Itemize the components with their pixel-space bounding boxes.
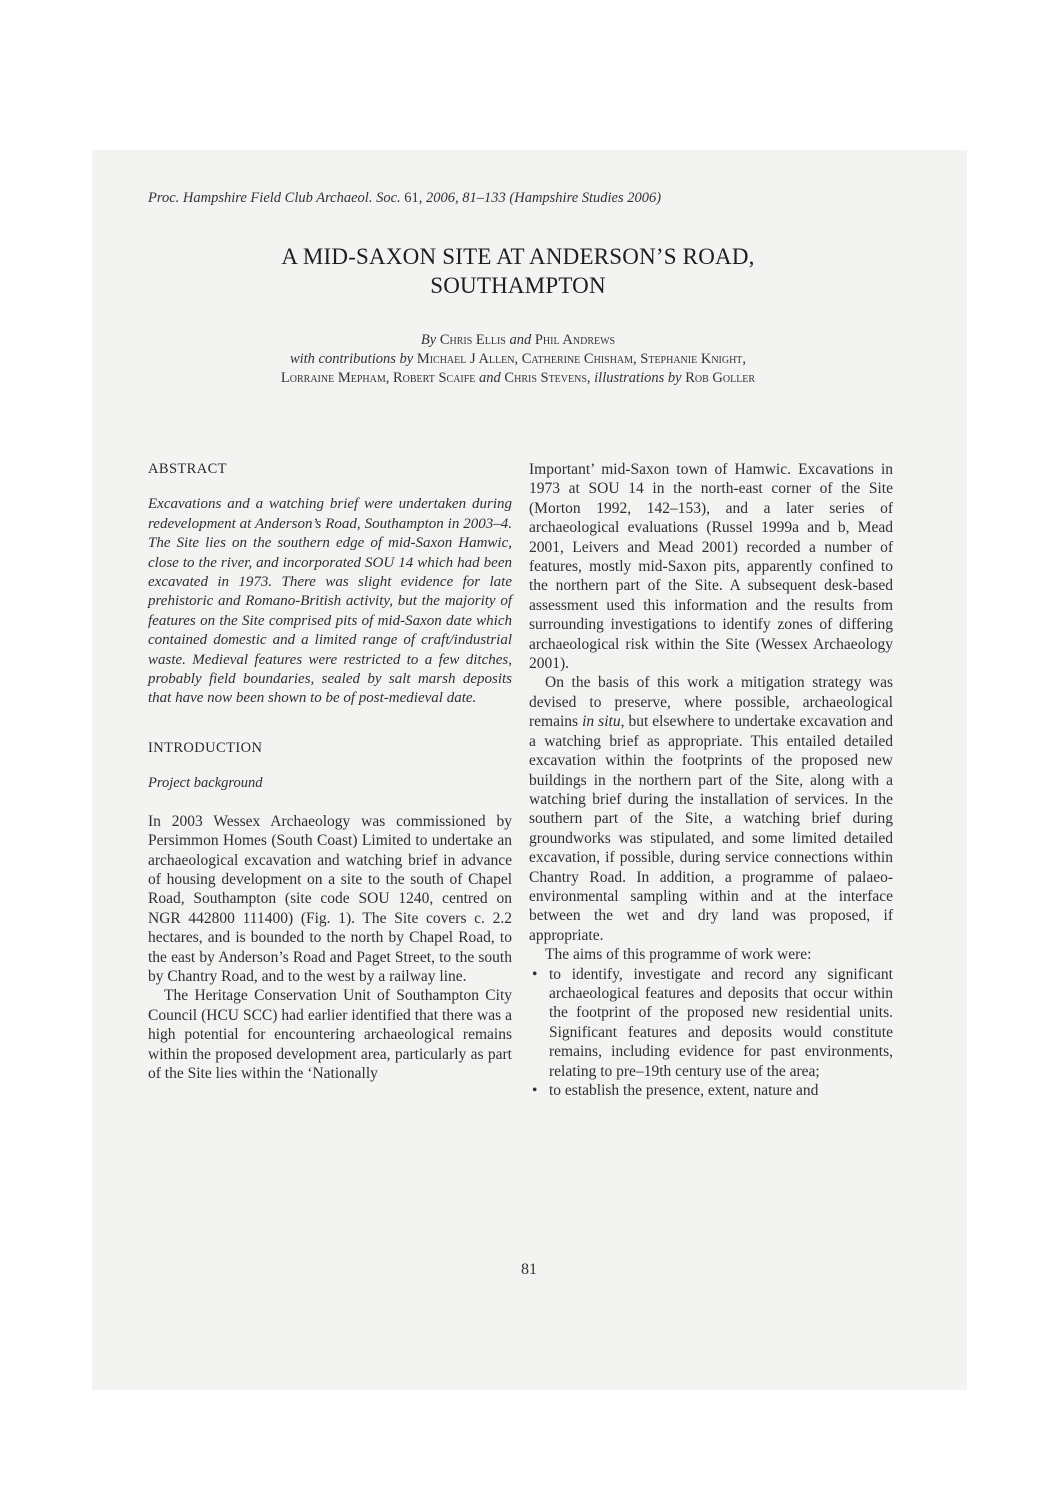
contributors-line-2 (148, 369, 888, 388)
list-item-text: to identify, investigate and record any significant archaeological features and deposits that occur within the footprint of the proposed new residential units. Significant features and deposits would constitute remains, including evidence for past environments, relating to pre–19th century use of the area; (549, 965, 893, 1080)
and-word-2: and (479, 370, 501, 386)
bullet-icon: • (532, 965, 538, 983)
abstract-text: Excavations and a watching brief were undertaken during redevelopment at Anderson’s Road, Southampton in 2003–4. The Site lies on the southern edge of mid-Saxon Hamwic, close to the river, and incorporated SOU 14 which had been excavated in 1973. There was slight evidence for late prehistoric and Romano-British activity, but the majority of features on the Site comprised pits of mid-Saxon date which contained domestic and a limited range of craft/industrial waste. Medieval features were restricted to a few ditches, probably field boundaries, sealed by salt marsh deposits that have now been shown to be of post-medieval date. (148, 496, 512, 707)
para2-text-b: , but elsewhere to undertake excavation and a watching brief as appropriate. This entailed detailed excavation within the footprints of the proposed new buildings in the northern part of the Site, along with a watching brief during the installation of services. In the southern part of the Site, a watching brief during groundworks was stipulated, and some limited detailed excavation, if possible, during service connections within Chantry Road. In addition, a programme of palaeo-environmental sampling within and at the interface between the wet and dry land was proposed, if appropriate. (529, 713, 894, 944)
contributors-b: Lorraine Mepham, Robert Scaife (280, 370, 476, 386)
intro-paragraph-2: The Heritage Conservation Unit of Southampton City Council (HCU SCC) had earlier identified that there was a high potential for encountering archaeological remains within the proposed development area, particularly as part of the Site lies within the ‘Nationally (148, 987, 512, 1082)
author-2: Phil Andrews (534, 332, 616, 348)
left-column (148, 460, 512, 1083)
contributor-c: Chris Stevens, (504, 370, 591, 386)
introduction-heading: INTRODUCTION (148, 739, 263, 756)
article-title (148, 242, 888, 300)
citation-volume: 61 (404, 190, 419, 206)
by-word: By (420, 332, 437, 348)
intro-paragraph-1: In 2003 Wessex Archaeology was commissioned by Persimmon Homes (South Coast) Limited to undertake an archaeological excavation and watching brief in advance of housing development on a site to the south of Chapel Road, Southampton (site code SOU 1240, centred on NGR 442800 111400) (Fig. 1). The Site covers c. 2.2 hectares, and is bounded to the north by Chapel Road, to the east by Anderson’s Road and Paget Street, to the south by Chantry Road, and to the west by a railway line. (148, 812, 512, 985)
list-item-text: to establish the presence, extent, nature and (549, 1082, 819, 1099)
citation-pages: , 2006, 81–133 (Hampshire Studies 2006) (418, 190, 662, 206)
right-paragraph-2 (529, 673, 893, 945)
citation-journal: Proc. Hampshire Field Club Archaeol. Soc. (148, 190, 401, 206)
illustrations-by: illustrations by (594, 370, 682, 386)
contributors-a: Michael J Allen, Catherine Chisham, Stephanie Knight, (416, 351, 747, 367)
and-word: and (509, 332, 532, 348)
with-contributions-by: with contributions by (289, 351, 414, 367)
right-paragraph-1: Important’ mid-Saxon town of Hamwic. Excavations in 1973 at SOU 14 in the north-east corner of the Site (Morton 1992, 142–153), and a later series of archaeological evaluations (Russel 1999a and b, Mead 2001, Leivers and Mead 2001) recorded a number of features, mostly mid-Saxon pits, apparently confined to the northern part of the Site. A subsequent desk-based assessment used this information and the results from surrounding investigations to identify zones of differing archaeological risk within the Site (Wessex Archaeology 2001). (529, 461, 893, 673)
page-number: 81 (521, 1261, 537, 1278)
abstract-heading: ABSTRACT (148, 461, 227, 477)
journal-citation (148, 190, 661, 207)
contributors-line-1 (148, 350, 888, 369)
title-line-2: SOUTHAMPTON (430, 273, 606, 298)
right-paragraph-3: The aims of this programme of work were: (545, 946, 812, 964)
in-situ-term: in situ (582, 713, 621, 731)
title-line-1: A MID-SAXON SITE AT ANDERSON’S ROAD, (281, 244, 755, 269)
list-item (529, 1081, 893, 1100)
byline (148, 331, 888, 388)
illustrator: Rob Goller (685, 370, 756, 386)
author-1: Chris Ellis (439, 332, 506, 348)
project-background-subheading: Project background (148, 775, 263, 792)
authors-line (148, 331, 888, 350)
para2-text-a: On the basis of this work a mitigation strategy was devised to preserve, where possible, archaeological remains (529, 674, 893, 731)
bullet-icon: • (532, 1082, 538, 1099)
aims-list (529, 965, 893, 1101)
list-item (529, 965, 893, 1081)
right-column (529, 460, 893, 1100)
